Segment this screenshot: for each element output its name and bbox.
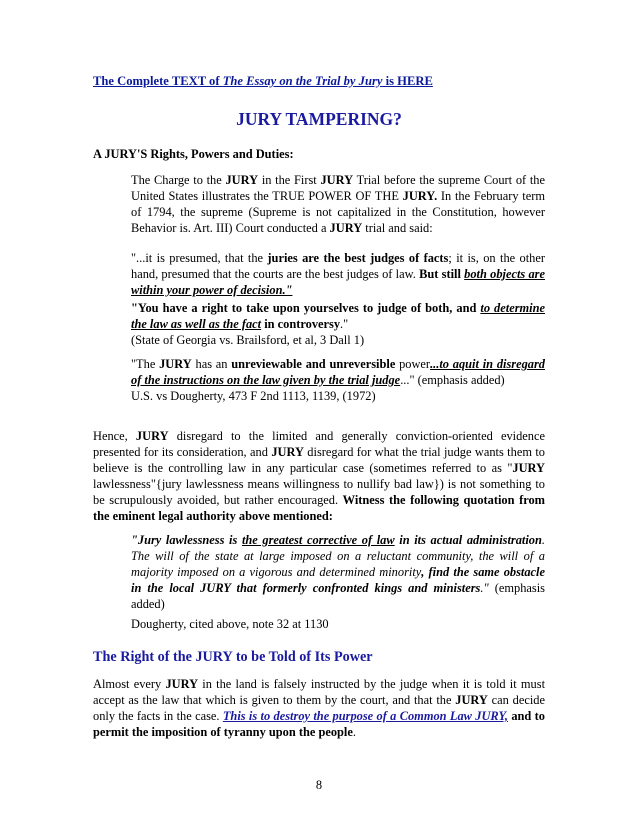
page-title: JURY TAMPERING? bbox=[236, 109, 402, 129]
page-number: 8 bbox=[315, 778, 323, 792]
citation-dougherty: U.S. vs Dougherty, 473 F 2nd 1113, 1139, (1972) bbox=[131, 389, 376, 403]
paragraph-dougherty-cited: Dougherty, cited above, note 32 at 1130 bbox=[131, 617, 329, 631]
paragraph-quotation: "Jury lawlessness is the greatest corrective of law in its actual administration. The will of the state at large imposed on a reluctant community, the will of a majority imposed on a vigorous and determined minority, find the same obstacle in the local JURY that formerly confronted kings and ministers." (emphasis added) bbox=[131, 533, 546, 611]
paragraph-unreviewable: "The JURY has an unreviewable and unreversible power...to aquit in disregard of the instructions on the law given by the trial judge..." (emphasis added) U.S. vs Dougherty, 473 F 2nd 1113, 1139, (1972) bbox=[131, 357, 546, 403]
paragraph-hence: Hence, JURY disregard to the limited and generally conviction-oriented evidence presented for its consideration, and JURY disregard for what the trial judge wants them to believe is the controlling law in any particular case (sometimes referred to as "JURY lawlessness"{jury lawlessness means willingness to nullify bad law}) is not something to be scrupulously avoided, but rather encouraged. Witness the following quotation from the eminent legal authority above mentioned: bbox=[93, 429, 545, 523]
subheading: A JURY'S Rights, Powers and Duties: bbox=[93, 147, 294, 161]
link-prefix[interactable]: The Complete TEXT of bbox=[93, 74, 223, 88]
link-suffix[interactable]: is HERE bbox=[382, 74, 433, 88]
paragraph-almost-every: Almost every JURY in the land is falsely instructed by the judge when it is told it must accept as the law that which is given to them by the court, and that the JURY can decide only the facts in the case. This is to destroy the purpose of a Common Law JURY, and to permit the imposition of tyranny upon the people. bbox=[93, 677, 546, 739]
paragraph-charge: The Charge to the JURY in the First JURY Trial before the supreme Court of the United States illustrates the TRUE POWER OF THE JURY. In the February term of 1794, the supreme (Supreme is not capitalized in the Constitution, however Behavior is. Art. III) Court conducted a JURY trial and said: bbox=[131, 173, 545, 235]
citation-georgia: (State of Georgia vs. Brailsford, et al, 3 Dall 1) bbox=[131, 333, 365, 347]
link-italic-title[interactable]: The Essay on the Trial by Jury bbox=[222, 74, 383, 88]
paragraph-right-to-judge: "You have a right to take upon yourselves to judge of both, and to determine the law as well as the fact in controversy." (State of Georgia vs. Brailsford, et al, 3 Dall 1) bbox=[131, 301, 545, 347]
essay-full-text-link[interactable] bbox=[93, 73, 433, 89]
section-heading: The Right of the JURY to be Told of Its Power bbox=[93, 649, 373, 665]
paragraph-presumed: "...it is presumed, that the juries are the best judges of facts; it is, on the other hand, presumed that the courts are the best judges of law. But still both objects are within your power of decision." bbox=[131, 251, 545, 297]
